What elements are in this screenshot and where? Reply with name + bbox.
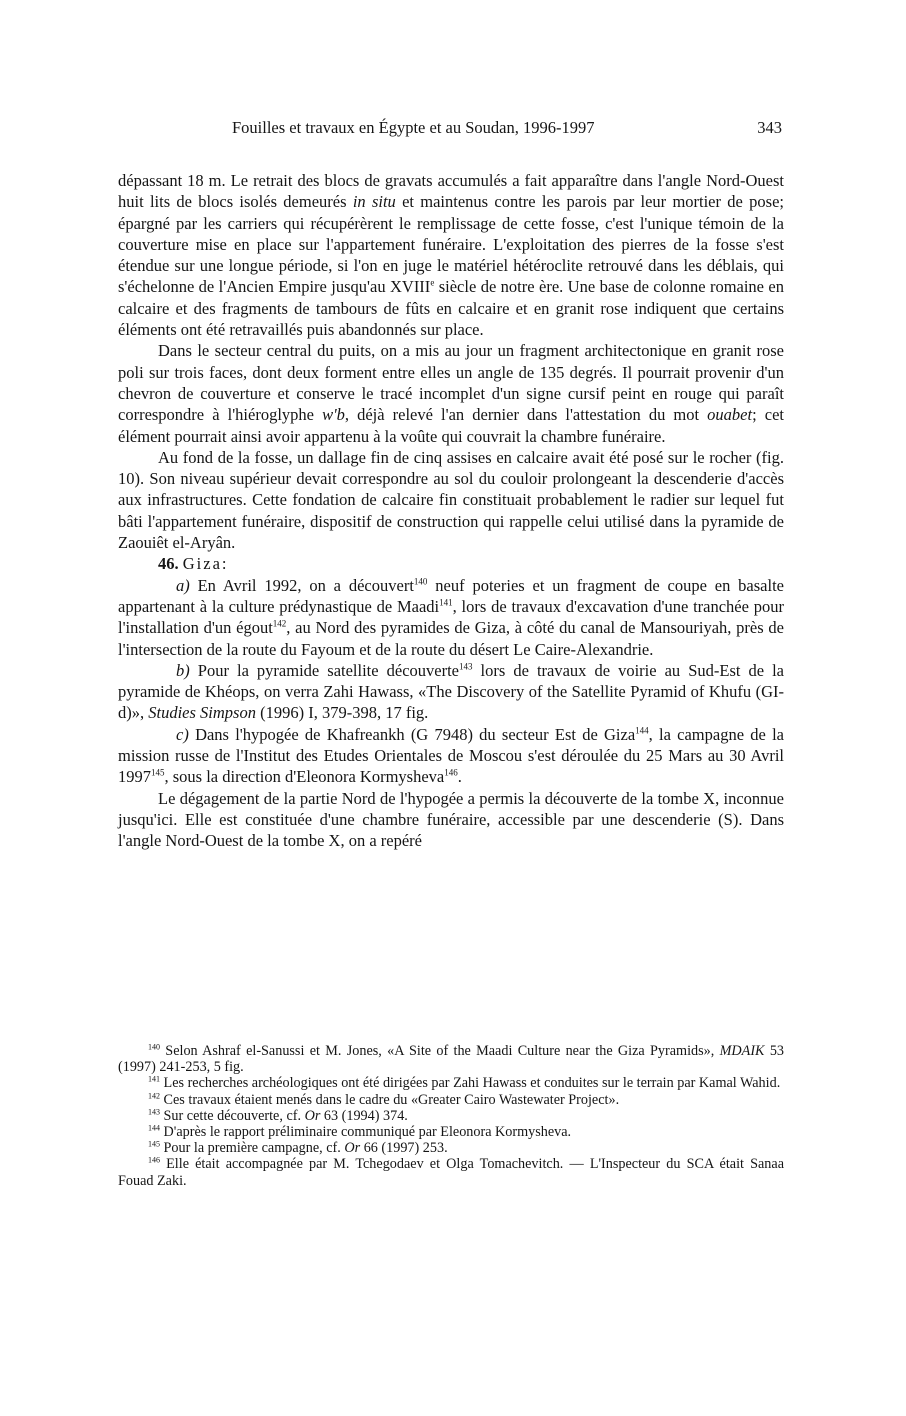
- paragraph-last: Le dégagement de la partie Nord de l'hypogée a permis la découverte de la tombe X, inconnue jusqu'ici. Elle est constituée d'une chambre funéraire, accessible par une descenderie (S). Dans l'angle Nord-Ouest de la tombe X, on a repéré: [118, 788, 784, 851]
- paragraph-1: [118, 170, 784, 340]
- text-run: Elle était accompagnée par M. Tchegodaev et Olga Tomachevitch. — L'Inspecteur du SCA était Sanaa Fouad Zaki.: [118, 1156, 784, 1189]
- italic-run: in situ: [352, 192, 396, 212]
- section-heading: [118, 553, 784, 574]
- italic-run: Or: [304, 1107, 321, 1124]
- text-run: , lors de travaux d'excavation d'une tranchée pour l'installation d'un égout: [118, 596, 785, 638]
- text-run: , la campagne de la mission russe de l'Institut des Etudes Orientales de Moscou s'est déroulée du 25 Mars au 30 Avril 1997: [118, 724, 784, 787]
- item-label: b): [176, 660, 190, 680]
- text-run: Sur cette découverte, cf.: [160, 1107, 305, 1124]
- text-run: , sous la direction d'Eleonora Kormysheva: [164, 767, 445, 787]
- paragraph-3: Au fond de la fosse, un dallage fin de cinq assises en calcaire avait été posé sur le rocher (fig. 10). Son niveau supérieur devait correspondre au sol du couloir prolongeant la descenderie d'accès aux infrastructures. Cette fondation de calcaire fin constituait probablement le radier sur lequel fut bâti l'appartement funéraire, dispositif de construction qui rappelle celui utilisé dans la pyramide de Zaouiêt el-Aryân.: [118, 447, 784, 553]
- text-run: Pour la pyramide satellite découverte: [189, 660, 460, 680]
- footnote-number: 143: [148, 1107, 160, 1117]
- text-run: D'après le rapport préliminaire communiqué par Eleonora Kormysheva.: [160, 1124, 572, 1141]
- paragraph-b: [118, 660, 784, 724]
- section-title: Giza:: [182, 554, 229, 574]
- footnote-ref: 145: [151, 767, 165, 778]
- footnote-number: 141: [148, 1074, 160, 1084]
- italic-run: Or: [344, 1140, 361, 1157]
- text-run: , déjà relevé l'an dernier dans l'attestation du mot: [344, 405, 708, 425]
- text-run: .: [457, 767, 462, 787]
- footnote-ref: 142: [272, 618, 287, 629]
- paragraph-a: [118, 575, 784, 660]
- footnote-143: [118, 1108, 784, 1124]
- paragraph-2: [118, 340, 784, 446]
- footnotes: [118, 1043, 784, 1189]
- footnote-number: 145: [148, 1139, 160, 1149]
- paragraph-c: [118, 724, 784, 788]
- footnote-145: [118, 1140, 784, 1156]
- section-number: 46.: [158, 554, 179, 574]
- italic-run: MDAIK: [719, 1043, 765, 1059]
- text-run: ; cet élément pourrait ainsi avoir appartenu à la voûte qui couvrait la chambre funéraire.: [118, 405, 784, 446]
- footnote-146: [118, 1156, 784, 1188]
- text-run: dépassant 18 m. Le retrait des blocs de gravats accumulés a fait apparaître dans l'angle Nord-Ouest huit lits de blocs isolés demeurés: [118, 171, 784, 212]
- footnote-number: 140: [148, 1042, 160, 1052]
- italic-run: Studies Simpson: [148, 703, 256, 723]
- main-text: [118, 170, 784, 852]
- text-run: (1996) I, 379-398, 17 fig.: [255, 703, 429, 723]
- text-run: 66 (1997) 253.: [360, 1140, 448, 1157]
- page-number: 343: [757, 118, 782, 137]
- running-title: Fouilles et travaux en Égypte et au Soudan, 1996-1997: [232, 118, 595, 137]
- italic-run: ouabet: [707, 405, 753, 425]
- footnote-144: [118, 1124, 784, 1140]
- footnote-ref: 141: [439, 597, 453, 608]
- footnote-142: [118, 1092, 784, 1108]
- footnote-number: 144: [148, 1123, 160, 1133]
- text-run: Dans le secteur central du puits, on a mis au jour un fragment architectonique en granit rose poli sur trois faces, dont deux forment entre elles un angle de 135 degrés. Il pourrait provenir d'un chevron de couverture et conserve le tracé incomplet d'un signe cursif peint en rouge qui paraît correspondre à l'hiéroglyphe: [118, 341, 784, 425]
- italic-run: w'b: [322, 405, 345, 425]
- text-run: 63 (1994) 374.: [320, 1107, 408, 1124]
- text-run: neuf poteries et un fragment de coupe en basalte appartenant à la culture prédynastique de Maadi: [118, 575, 784, 616]
- footnote-140: [118, 1043, 784, 1075]
- item-label: c): [176, 724, 189, 744]
- text-run: lors de travaux de voirie au Sud-Est de la pyramide de Khéops, on verra Zahi Hawass, «The Discovery of the Satellite Pyramid of Khufu (GI-d)»,: [118, 660, 785, 723]
- text-run: 53 (1997) 241-253, 5 fig.: [118, 1043, 785, 1076]
- text-run: Selon Ashraf el-Sanussi et M. Jones, «A Site of the Maadi Culture near the Giza Pyramids»,: [160, 1043, 720, 1059]
- text-run: En Avril 1992, on a découvert: [189, 575, 414, 595]
- footnote-number: 146: [148, 1155, 160, 1165]
- text-run: Pour la première campagne, cf.: [160, 1140, 345, 1157]
- running-header: [118, 118, 788, 142]
- text-run: siècle de notre ère. Une base de colonne romaine en calcaire et des fragments de tambours de fûts en calcaire et en granit rose indiquent que certains éléments ont été retravaillés puis abandonnés sur place.: [118, 277, 784, 340]
- item-label: a): [176, 575, 190, 595]
- footnote-ref: 143: [459, 661, 473, 672]
- footnote-ref: 140: [413, 576, 428, 587]
- footnote-ref: 144: [635, 725, 649, 736]
- text-run: et maintenus contre les parois par leur mortier de pose; épargné par les carriers qui récupérèrent le remplissage de cette fosse, c'est l'unique témoin de la couverture mise en place sur l'appartement funéraire. L'exploitation des pierres de la fosse s'est étendue sur une longue période, si l'on en juge le matériel hétéroclite retrouvé dans les déblais, qui s'échelonne de l'Ancien Empire jusqu'au XVIII: [118, 192, 784, 297]
- text-run: Les recherches archéologiques ont été dirigées par Zahi Hawass et conduites sur le terrain par Kamal Wahid.: [160, 1075, 781, 1092]
- footnote-141: [118, 1075, 784, 1091]
- text-run: Ces travaux étaient menés dans le cadre du «Greater Cairo Wastewater Project».: [160, 1091, 620, 1108]
- superscript: e: [430, 277, 435, 288]
- text-run: , au Nord des pyramides de Giza, à côté du canal de Mansouriyah, près de l'intersection de la route du Fayoum et de la route du désert Le Caire-Alexandrie.: [118, 618, 784, 659]
- footnote-ref: 146: [444, 767, 458, 778]
- footnote-number: 142: [148, 1090, 160, 1100]
- text-run: Dans l'hypogée de Khafreankh (G 7948) du secteur Est de Giza: [188, 724, 636, 744]
